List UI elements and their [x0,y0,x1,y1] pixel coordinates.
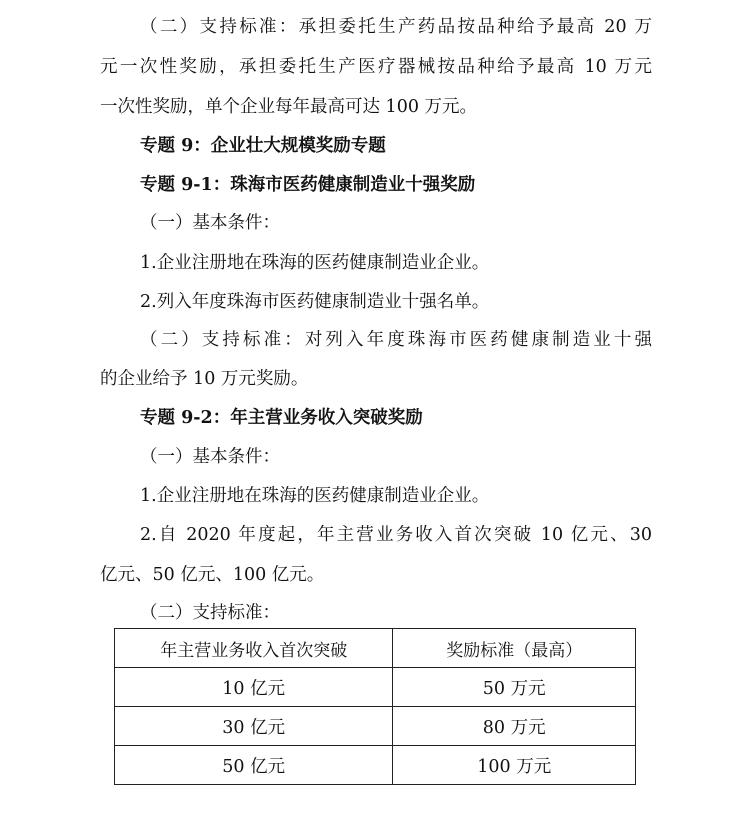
table-row [115,746,636,785]
table-header-cell: 奖励标准（最高） [393,629,636,668]
paragraph-text: 一次性奖励，单个企业每年最高可达 100 万元。 [100,97,478,117]
section-heading: 专题 9：企业壮大规模奖励专题 [140,136,386,156]
table-cell: 50 亿元 [115,746,393,785]
paragraph-text: 亿元、50 亿元、100 亿元。 [100,565,325,585]
table-cell: 80 万元 [393,707,636,746]
paragraph-text: （一）基本条件： [140,447,280,467]
paragraph-text: （二）支持标准： [140,603,280,623]
paragraph-text: 2.列入年度珠海市医药健康制造业十强名单。 [140,292,490,312]
paragraph-text: 1.企业注册地在珠海的医药健康制造业企业。 [140,486,490,506]
reward-table [114,628,636,785]
paragraph-text: 的企业给予 10 万元奖励。 [100,369,309,389]
paragraph-text: 2.自 2020 年度起，年主营业务收入首次突破 10 亿元、30 [140,525,652,545]
table-cell: 100 万元 [393,746,636,785]
table-cell: 50 万元 [393,668,636,707]
table-cell: 10 亿元 [115,668,393,707]
table-row [115,707,636,746]
paragraph-text: 元一次性奖励，承担委托生产医疗器械按品种给予最高 10 万元 [100,57,652,77]
section-heading: 专题 9-2：年主营业务收入突破奖励 [140,408,423,428]
table-header-row [115,629,636,668]
paragraph-text: （二）支持标准：承担委托生产药品按品种给予最高 20 万 [140,17,652,37]
paragraph-text: （二）支持标准：对列入年度珠海市医药健康制造业十强 [140,330,652,350]
table-cell: 30 亿元 [115,707,393,746]
table-header-cell: 年主营业务收入首次突破 [115,629,393,668]
table-row [115,668,636,707]
paragraph-text: （一）基本条件： [140,213,280,233]
paragraph-text: 1.企业注册地在珠海的医药健康制造业企业。 [140,253,490,273]
section-heading: 专题 9-1：珠海市医药健康制造业十强奖励 [140,175,476,195]
